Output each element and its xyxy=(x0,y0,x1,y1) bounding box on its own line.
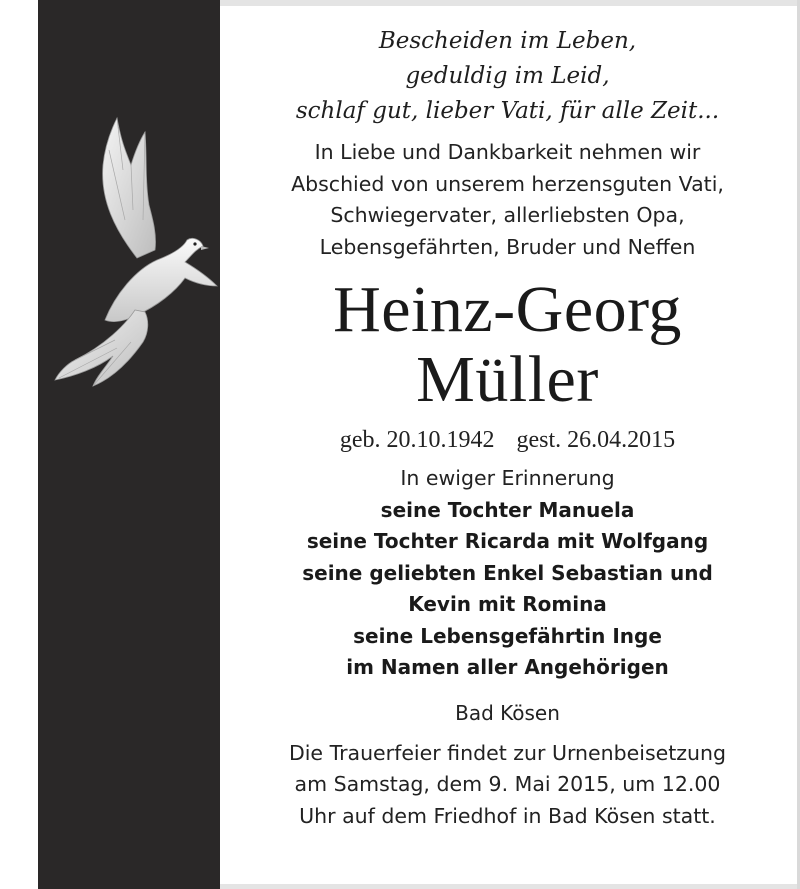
ceremony-line: Die Trauerfeier findet zur Urnenbeisetzung xyxy=(288,740,727,765)
birth-date: geb. 20.10.1942 xyxy=(339,427,495,453)
death-date: gest. 26.04.2015 xyxy=(516,427,676,453)
life-dates xyxy=(225,425,790,455)
verse-line: geduldig im Leid, xyxy=(405,63,610,89)
memory-line: In ewiger Erinnerung xyxy=(400,466,615,490)
intro-text xyxy=(225,137,790,263)
ceremony-info xyxy=(225,738,790,833)
last-name: Müller xyxy=(416,343,599,416)
ceremony-line: Uhr auf dem Friedhof in Bad Kösen statt. xyxy=(299,803,716,828)
family-line: seine Lebensgefährtin Inge xyxy=(353,623,662,648)
bottom-border xyxy=(220,884,797,889)
family-list xyxy=(225,495,790,684)
intro-line: Schwiegervater, allerliebsten Opa, xyxy=(330,203,685,227)
verse-line: Bescheiden im Leben, xyxy=(378,28,637,54)
family-line: im Namen aller Angehörigen xyxy=(346,655,669,679)
family-line: seine Tochter Manuela xyxy=(380,497,635,522)
family-line: Kevin mit Romina xyxy=(408,592,607,616)
intro-line: Lebensgefährten, Bruder und Neffen xyxy=(319,234,696,259)
family-line: seine Tochter Ricarda mit Wolfgang xyxy=(306,529,709,553)
family-line: seine geliebten Enkel Sebastian und xyxy=(302,560,713,585)
notice-text xyxy=(225,24,790,832)
verse xyxy=(225,24,790,129)
deceased-name xyxy=(225,275,790,415)
dove-icon xyxy=(45,110,225,390)
top-border xyxy=(220,0,797,6)
place: Bad Kösen xyxy=(455,700,560,725)
intro-line: In Liebe und Dankbarkeit nehmen wir xyxy=(314,140,701,164)
intro-line: Abschied von unserem herzensguten Vati, xyxy=(291,171,724,196)
ceremony-line: am Samstag, dem 9. Mai 2015, um 12.00 xyxy=(294,772,721,796)
verse-line: schlaf gut, lieber Vati, für alle Zeit... xyxy=(295,98,720,124)
first-name: Heinz-Georg xyxy=(333,273,682,346)
